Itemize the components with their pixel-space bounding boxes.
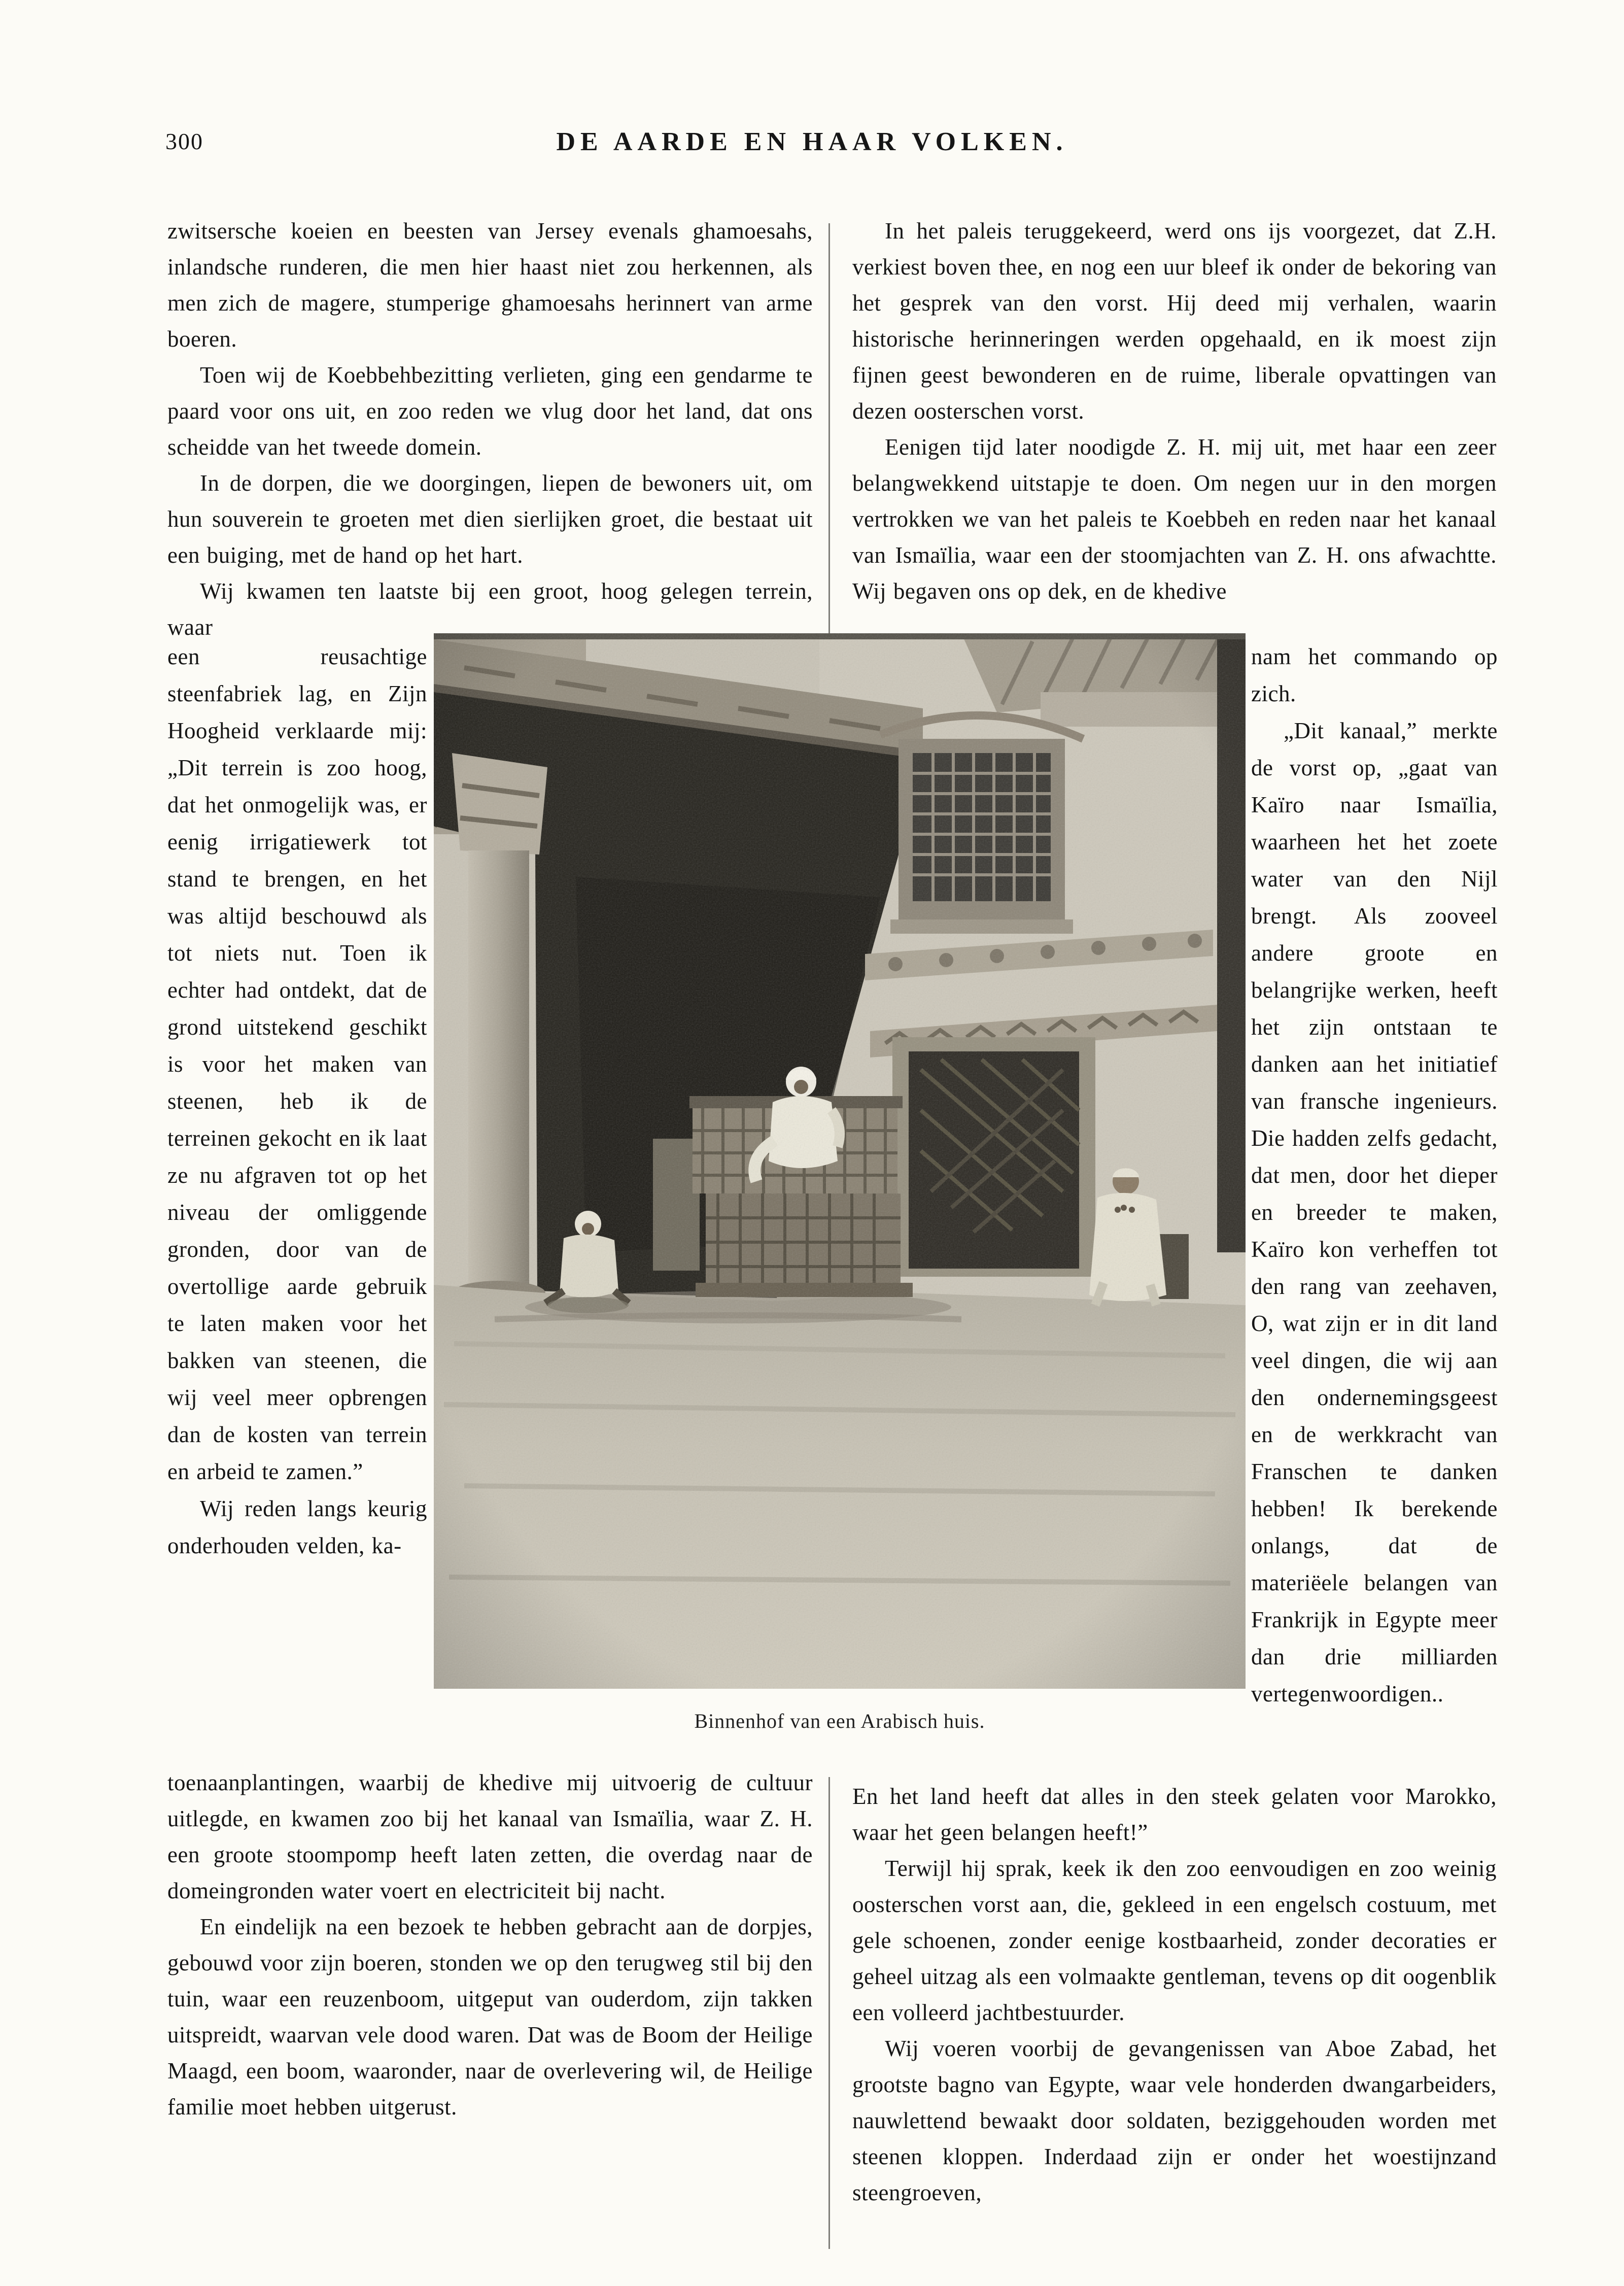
column-right-bottom: [852, 1779, 1497, 2211]
column-left-top: [167, 213, 813, 645]
column-divider-bottom: [828, 1777, 830, 2249]
column-right-narrow: [1251, 638, 1498, 1713]
page-number: 300: [165, 128, 203, 154]
paragraph: In het paleis teruggekeerd, werd ons ijs voorgezet, dat Z.H. verkiest boven thee, en nog een uur bleef ik onder de bekoring van het gesprek van den vorst. Hij deed mij verhalen, waarin historische herinneringen werden opgehaald, en ik moest zijn fijnen geest bewonderen en de ruime, liberale opvattingen van dezen oosterschen vorst.: [852, 218, 1497, 424]
paragraph: Wij kwamen ten laatste bij een groot, hoog gelegen terrein, waar: [167, 578, 813, 640]
paragraph: In de dorpen, die we doorgingen, liepen de bewoners uit, om hun souverein te groeten met dien sierlijken groet, die bestaat uit een buiging, met de hand op het hart.: [167, 470, 813, 568]
column-right-top: [852, 213, 1497, 609]
column-left-bottom: [167, 1765, 813, 2125]
page-title: DE AARDE EN HAAR VOLKEN.: [556, 127, 1068, 156]
paragraph: „Dit kanaal,” merkte de vorst op, „gaat van Kaïro naar Ismaïlia, waarheen het het zoete water van den Nijl brengt. Als zooveel andere groote en belangrijke werken, heeft het zijn ontstaan te danken aan het initiatief van fransche ingenieurs. Die hadden zelfs gedacht, dat men, door het dieper en breeder te maken, Kaïro kon verheffen tot den rang van zeehaven, O, wat zijn er in dit land veel dingen, die wij aan den ondernemingsgeest en de werkkracht van Franschen te danken hebben! Ik berekende onlangs, dat de materiëele belangen van Frankrijk in Egypte meer dan drie milliarden vertegenwoordigen..: [1251, 718, 1498, 1707]
photo-grain: [434, 633, 1246, 1689]
paragraph: En het land heeft dat alles in den steek gelaten voor Marokko, waar het geen belangen heeft!”: [852, 1784, 1497, 1845]
photo-caption: Binnenhof van een Arabisch huis.: [694, 1710, 985, 1732]
column-divider-top: [828, 223, 830, 633]
paragraph: Wij reden langs keurig onderhouden velden, ka-: [167, 1496, 427, 1558]
paragraph: Eenigen tijd later noodigde Z. H. mij uit, met haar een zeer belangwekkend uitstapje te doen. Om negen uur in den morgen vertrokken we van het paleis te Koebbeh en reden naar het kanaal van Ismaïlia, waar een der stoomjachten van Z. H. ons afwachtte. Wij begaven ons op dek, en de khedive: [852, 434, 1497, 604]
arab-house-courtyard-photo: [434, 633, 1246, 1689]
paragraph: nam het commando op zich.: [1251, 644, 1498, 706]
paragraph: een reusachtige steenfabriek lag, en Zijn Hoogheid verklaarde mij: „Dit terrein is zoo hoog, dat het onmogelijk was, er eenig irrigatiewerk tot stand te brengen, en het was altijd beschouwd als tot niets nut. Toen ik echter had ontdekt, dat de grond uitstekend geschikt is voor het maken van steenen, heb ik de terreinen gekocht en ik laat ze nu afgraven tot op het niveau der omliggende gronden, door van de overtollige aarde gebruik te laten maken voor het bakken van steenen, die wij veel meer opbrengen dan de kosten van terrein en arbeid te zamen.”: [167, 644, 427, 1484]
paragraph: Terwijl hij sprak, keek ik den zoo eenvoudigen en zoo weinig oosterschen vorst aan, die, gekleed in een engelsch costuum, met gele schoenen, zonder eenige kostbaarheid, zonder decoraties er geheel uitzag als een volmaakte gentleman, tevens op dit oogenblik een volleerd jachtbestuurder.: [852, 1856, 1497, 2025]
paragraph: zwitsersche koeien en beesten van Jersey evenals ghamoesahs, inlandsche runderen, die men hier haast niet zou herkennen, als men zich de magere, stumperige ghamoesahs herinnert van arme boeren.: [167, 218, 813, 352]
paragraph: En eindelijk na een bezoek te hebben gebracht aan de dorpjes, gebouwd voor zijn boeren, stonden we op den terugweg stil bij den tuin, waar een reuzenboom, uitgeput van ouderdom, zijn takken uitspreidt, waarvan vele dood waren. Dat was de Boom der Heilige Maagd, een boom, waaronder, naar de overlevering wil, de Heilige familie moet hebben uitgerust.: [167, 1914, 813, 2120]
paragraph: Toen wij de Koebbehbezitting verlieten, ging een gendarme te paard voor ons uit, en zoo reden we vlug door het land, dat ons scheidde van het tweede domein.: [167, 362, 813, 460]
column-left-narrow: [167, 638, 427, 1564]
paragraph: toenaanplantingen, waarbij de khedive mij uitvoerig de cultuur uitlegde, en kwamen zoo bij het kanaal van Ismaïlia, waar Z. H. een groote stoompomp heeft laten zetten, die overdag naar de domeingronden water voert en electriciteit bij nacht.: [167, 1770, 813, 1903]
paragraph: Wij voeren voorbij de gevangenissen van Aboe Zabad, het grootste bagno van Egypte, waar vele honderden dwangarbeiders, nauwlettend bewaakt door soldaten, beziggehouden worden met steenen kloppen. Inderdaad zijn er onder het woestijnzand steengroeven,: [852, 2036, 1497, 2205]
